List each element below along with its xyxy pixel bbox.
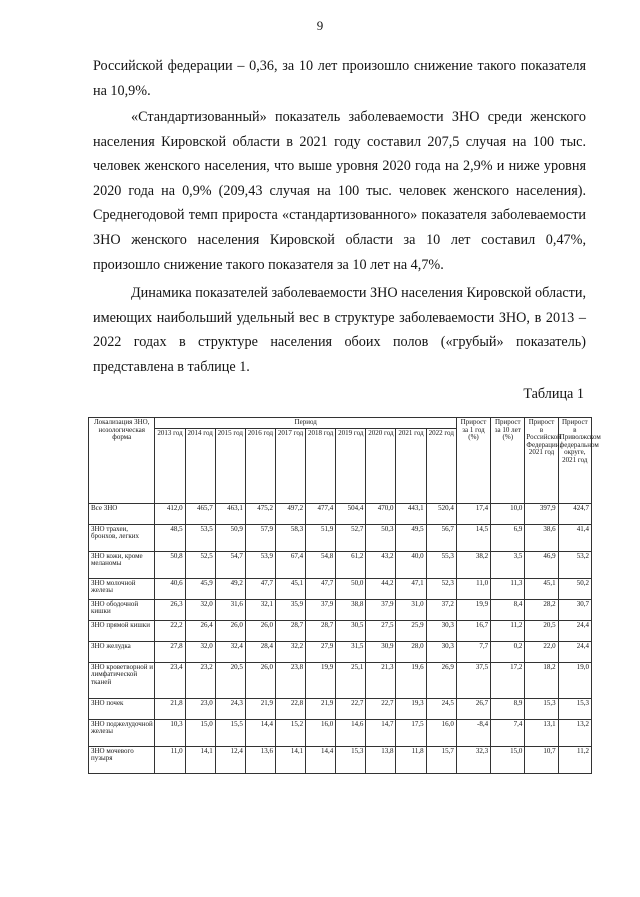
table-cell: 11,2 [491,620,525,641]
table-cell: 17,5 [396,719,426,746]
table-cell: 45,9 [185,578,215,599]
table-cell: 37,2 [426,599,456,620]
table-cell: 504,4 [336,503,366,524]
table-cell: 32,3 [456,746,490,773]
table-cell: 477,4 [306,503,336,524]
paragraph-continuation [93,54,586,103]
table-cell: 14,4 [245,719,275,746]
paragraph-1-text: Российской федерации – 0,36, за 10 лет произошло снижение такого показателя на 10,9%. [93,58,586,99]
table-cell: 11,0 [155,746,185,773]
table-cell: 14,6 [336,719,366,746]
paragraph-standardized-rate [93,105,586,277]
table-cell: 23,4 [155,662,185,698]
table-cell: 13,6 [245,746,275,773]
table-cell: 15,5 [215,719,245,746]
table-cell: 38,6 [525,524,558,551]
table-cell: 26,7 [456,698,490,719]
table-cell: 40,6 [155,578,185,599]
table-cell: 49,2 [215,578,245,599]
table-cell: 50,9 [215,524,245,551]
table-cell: 13,1 [525,719,558,746]
table-cell: 53,9 [245,551,275,578]
table-cell: 7,7 [456,641,490,662]
table-cell: 30,9 [366,641,396,662]
row-localization: ЗНО почек [89,698,155,719]
table-cell: 11,8 [396,746,426,773]
table-cell: 22,0 [525,641,558,662]
table-cell: 16,7 [456,620,490,641]
table-cell: 27,5 [366,620,396,641]
header-growth-rf: Прирост в Российской Федерации, 2021 год [525,418,558,504]
table-cell: 13,2 [558,719,591,746]
table-header-row-1 [89,418,592,429]
table-cell: 14,1 [275,746,305,773]
table-cell: 67,4 [275,551,305,578]
table-cell: 23,2 [185,662,215,698]
table-cell: 28,7 [275,620,305,641]
header-year: 2015 год [215,428,245,503]
table-cell: 38,8 [336,599,366,620]
table-cell: 19,0 [558,662,591,698]
table-cell: 54,8 [306,551,336,578]
table-cell: 61,2 [336,551,366,578]
row-localization: ЗНО кожи, кроме меланомы [89,551,155,578]
row-localization: ЗНО ободочной кишки [89,599,155,620]
paragraph-2-text: «Стандартизованный» показатель заболеваемости ЗНО среди женского населения Кировской области в 2021 году составил 207,5 случая на 100 тыс. человек женского населения, что выше уровня 2020 года на 2,9% и ниже уровня 2020 года на 0,9% (209,43 случая на 100 тыс. человек женского населения). Среднегодовой темп прироста «стандартизованного» показателя заболеваемости ЗНО женского населения Кировской области за 10 лет составил 0,47%, произошло снижение такого показателя за 10 лет на 4,7%. [93,109,586,273]
table-cell: 19,9 [456,599,490,620]
table-cell: 41,4 [558,524,591,551]
table-cell: 37,9 [366,599,396,620]
table-row [89,746,592,773]
table-cell: 52,3 [426,578,456,599]
table-cell: 53,2 [558,551,591,578]
table-cell: 25,9 [396,620,426,641]
table-cell: 15,3 [525,698,558,719]
table-cell: 31,6 [215,599,245,620]
table-cell: 24,3 [215,698,245,719]
table-cell: 26,0 [215,620,245,641]
table-cell: 31,0 [396,599,426,620]
table-cell: 47,1 [396,578,426,599]
table-cell: 10,7 [525,746,558,773]
table-cell: 10,0 [491,503,525,524]
table-cell: 412,0 [155,503,185,524]
table-row [89,719,592,746]
paragraph-3-text: Динамика показателей заболеваемости ЗНО населения Кировской области, имеющих наибольший удельный вес в структуре заболеваемости ЗНО, в 2013 – 2022 годах в структуре населения обоих полов («грубый» показатель) представлена в таблице 1. [93,285,587,375]
table-cell: 37,9 [306,599,336,620]
table-cell: 32,1 [245,599,275,620]
table-cell: 26,3 [155,599,185,620]
table-cell: 30,3 [426,641,456,662]
table-row [89,662,592,698]
table-cell: 11,3 [491,578,525,599]
table-cell: 11,0 [456,578,490,599]
table-cell: 50,8 [155,551,185,578]
table-cell: 23,8 [275,662,305,698]
table-cell: 465,7 [185,503,215,524]
table-cell: 8,4 [491,599,525,620]
table-cell: 32,0 [185,641,215,662]
table-row [89,641,592,662]
table-cell: 15,3 [336,746,366,773]
row-localization: Все ЗНО [89,503,155,524]
table-cell: 58,3 [275,524,305,551]
table-cell: 424,7 [558,503,591,524]
table-cell: 30,3 [426,620,456,641]
header-growth-10-years: Прирост за 10 лет (%) [491,418,525,504]
table-cell: 52,5 [185,551,215,578]
table-cell: 20,5 [215,662,245,698]
table-row [89,524,592,551]
table-cell: 20,5 [525,620,558,641]
table-cell: 22,2 [155,620,185,641]
table-cell: 30,5 [336,620,366,641]
table-cell: 397,9 [525,503,558,524]
header-growth-1-year: Прирост за 1 год (%) [456,418,490,504]
table-cell: 52,7 [336,524,366,551]
table-cell: 6,9 [491,524,525,551]
table-cell: 21,9 [245,698,275,719]
table-row [89,551,592,578]
table-cell: 19,3 [396,698,426,719]
table-cell: 0,2 [491,641,525,662]
table-cell: 463,1 [215,503,245,524]
table-caption: Таблица 1 [523,386,584,402]
table-row [89,698,592,719]
table-cell: 28,7 [306,620,336,641]
table-cell: 23,0 [185,698,215,719]
header-year: 2021 год [396,428,426,503]
table-cell: 24,4 [558,620,591,641]
table-cell: 26,0 [245,620,275,641]
table-cell: 13,8 [366,746,396,773]
table-row [89,620,592,641]
table-cell: 24,4 [558,641,591,662]
table-cell: 470,0 [366,503,396,524]
table-cell: 8,9 [491,698,525,719]
table-cell: 14,7 [366,719,396,746]
table-cell: 17,4 [456,503,490,524]
table-cell: 14,5 [456,524,490,551]
table-cell: 40,0 [396,551,426,578]
table-row [89,578,592,599]
table-cell: 15,7 [426,746,456,773]
row-localization: ЗНО мочевого пузыря [89,746,155,773]
row-localization: ЗНО трахеи, бронхов, легких [89,524,155,551]
header-growth-pfo: Прирост в Приволжском федеральном округе, 2021 год [558,418,591,504]
header-year: 2016 год [245,428,275,503]
table-row [89,599,592,620]
table-cell: 44,2 [366,578,396,599]
table-cell: 48,5 [155,524,185,551]
table-row [89,503,592,524]
table-cell: 475,2 [245,503,275,524]
table-cell: 22,7 [336,698,366,719]
table-cell: 45,1 [525,578,558,599]
table-cell: 45,1 [275,578,305,599]
table-cell: 53,5 [185,524,215,551]
table-cell: 50,3 [366,524,396,551]
table-cell: 30,7 [558,599,591,620]
table-cell: 21,8 [155,698,185,719]
table-cell: 11,2 [558,746,591,773]
header-localization: Локализация ЗНО, нозологическая форма [89,418,155,504]
table-cell: 27,8 [155,641,185,662]
table-cell: 15,0 [491,746,525,773]
table-cell: 56,7 [426,524,456,551]
table-cell: 55,3 [426,551,456,578]
table-cell: 7,4 [491,719,525,746]
table-cell: 19,9 [306,662,336,698]
table-body [89,503,592,773]
row-localization: ЗНО прямой кишки [89,620,155,641]
table-cell: 3,5 [491,551,525,578]
table-cell: 49,5 [396,524,426,551]
header-year: 2022 год [426,428,456,503]
table-cell: 18,2 [525,662,558,698]
table-cell: 57,9 [245,524,275,551]
table-cell: 32,2 [275,641,305,662]
table-cell: 28,2 [525,599,558,620]
table-cell: 32,4 [215,641,245,662]
table-cell: 35,9 [275,599,305,620]
table-cell: 21,9 [306,698,336,719]
table-cell: 32,0 [185,599,215,620]
table-cell: -8,4 [456,719,490,746]
table-cell: 26,9 [426,662,456,698]
table-cell: 50,0 [336,578,366,599]
row-localization: ЗНО молочной железы [89,578,155,599]
table-cell: 51,9 [306,524,336,551]
header-year: 2017 год [275,428,305,503]
table-cell: 43,2 [366,551,396,578]
table-cell: 17,2 [491,662,525,698]
table-cell: 47,7 [245,578,275,599]
table-cell: 37,5 [456,662,490,698]
header-period: Период [155,418,456,429]
header-year: 2014 год [185,428,215,503]
table-cell: 24,5 [426,698,456,719]
table-cell: 47,7 [306,578,336,599]
table-cell: 15,3 [558,698,591,719]
row-localization: ЗНО поджелудочной железы [89,719,155,746]
table-cell: 25,1 [336,662,366,698]
table-cell: 22,7 [366,698,396,719]
header-year: 2018 год [306,428,336,503]
table-cell: 46,9 [525,551,558,578]
table-cell: 520,4 [426,503,456,524]
table-cell: 27,9 [306,641,336,662]
header-year: 2013 год [155,428,185,503]
table-cell: 38,2 [456,551,490,578]
table-cell: 28,0 [396,641,426,662]
table-cell: 15,2 [275,719,305,746]
table-cell: 10,3 [155,719,185,746]
table-cell: 15,0 [185,719,215,746]
table-cell: 497,2 [275,503,305,524]
incidence-table [88,417,601,774]
table-cell: 443,1 [396,503,426,524]
table-cell: 28,4 [245,641,275,662]
table-cell: 22,8 [275,698,305,719]
table-cell: 14,4 [306,746,336,773]
table-cell: 31,5 [336,641,366,662]
table-cell: 14,1 [185,746,215,773]
paragraph-dynamics-intro [93,281,586,379]
table-cell: 19,6 [396,662,426,698]
table-cell: 26,4 [185,620,215,641]
row-localization: ЗНО кроветворной и лимфатической тканей [89,662,155,698]
header-year: 2020 год [366,428,396,503]
table-cell: 12,4 [215,746,245,773]
row-localization: ЗНО желудка [89,641,155,662]
table-cell: 21,3 [366,662,396,698]
table-cell: 16,0 [306,719,336,746]
table-cell: 26,0 [245,662,275,698]
table-cell: 16,0 [426,719,456,746]
table-cell: 50,2 [558,578,591,599]
table-cell: 54,7 [215,551,245,578]
header-year: 2019 год [336,428,366,503]
page-number: 9 [316,18,324,33]
